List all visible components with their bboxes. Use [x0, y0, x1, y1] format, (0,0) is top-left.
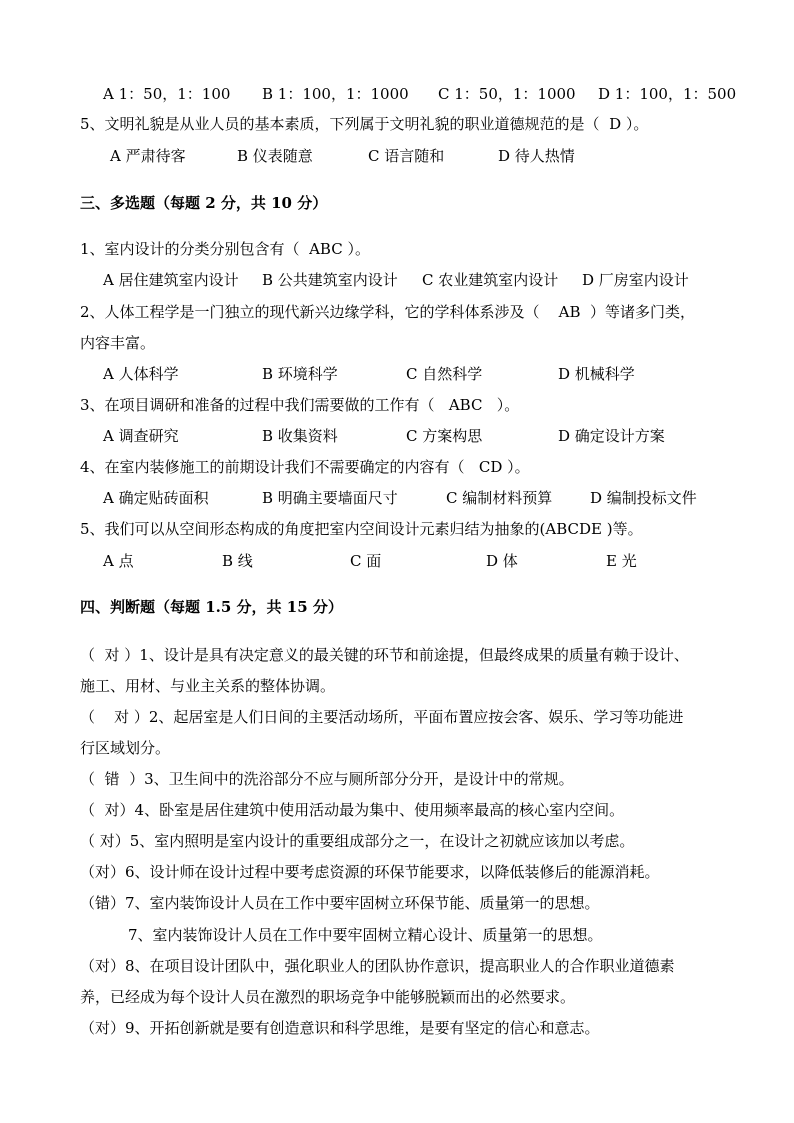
judgment-item: （ 对）5、室内照明是室内设计的重要组成部分之一，在设计之初就应该加以考虑。	[80, 832, 635, 850]
option-e: E 光	[606, 552, 637, 570]
option-b: B 1：100，1：1000	[262, 85, 409, 103]
option-d: D 体	[486, 552, 518, 570]
option-b: B 收集资料	[262, 427, 338, 445]
option-c: C 自然科学	[406, 365, 483, 383]
option-a: A 人体科学	[103, 365, 179, 383]
option-c: C 语言随和	[368, 147, 445, 165]
question-text: 2、人体工程学是一门独立的现代新兴边缘学科，它的学科体系涉及（ AB ）等诸多门类，	[80, 303, 696, 321]
option-c: C 面	[350, 552, 382, 570]
option-b: B 公共建筑室内设计	[262, 271, 398, 289]
option-c: C 1：50，1：1000	[438, 85, 576, 103]
option-b: B 线	[222, 552, 253, 570]
judgment-item: 7、室内装饰设计人员在工作中要牢固树立精心设计、质量第一的思想。	[128, 926, 603, 944]
judgment-item: （ 对）4、卧室是居住建筑中使用活动最为集中、使用频率最高的核心室内空间。	[80, 801, 625, 819]
question-text-continued: 内容丰富。	[80, 334, 156, 352]
option-d: D 确定设计方案	[558, 427, 665, 445]
section-title: 三、多选题（每题 2 分，共 10 分）	[80, 194, 328, 212]
option-c: C 农业建筑室内设计	[422, 271, 559, 289]
option-a: A 居住建筑室内设计	[103, 271, 239, 289]
option-a: A 确定贴砖面积	[103, 489, 209, 507]
judgment-item: （对）8、在项目设计团队中，强化职业人的团队协作意识，提高职业人的合作职业道德素	[80, 957, 675, 975]
judgment-item-continued: 养，已经成为每个设计人员在激烈的职场竞争中能够脱颖而出的必然要求。	[80, 988, 576, 1006]
judgment-item: （ 对 ）2、起居室是人们日间的主要活动场所，平面布置应按会客、娱乐、学习等功能进	[80, 708, 684, 726]
option-b: B 环境科学	[262, 365, 338, 383]
option-a: A 调查研究	[103, 427, 179, 445]
judgment-item: （对）9、开拓创新就是要有创造意识和科学思维，是要有坚定的信心和意志。	[80, 1019, 600, 1037]
question-text: 5、文明礼貌是从业人员的基本素质，下列属于文明礼貌的职业道德规范的是（ D ）。	[80, 115, 649, 133]
option-d: D 1：100，1：500	[598, 85, 737, 103]
option-a: A 点	[103, 552, 134, 570]
section-title: 四、判断题（每题 1.5 分，共 15 分）	[80, 598, 343, 616]
option-d: D 待人热情	[498, 147, 575, 165]
option-d: D 机械科学	[558, 365, 635, 383]
judgment-item: （ 错 ）3、卫生间中的洗浴部分不应与厕所部分分开，是设计中的常规。	[80, 770, 574, 788]
question-text: 5、我们可以从空间形态构成的角度把室内空间设计元素归结为抽象的(ABCDE )等。	[80, 520, 643, 538]
judgment-item: （对）6、设计师在设计过程中要考虑资源的环保节能要求，以降低装修后的能源消耗。	[80, 863, 660, 881]
question-text: 4、在室内装修施工的前期设计我们不需要确定的内容有（ CD ）。	[80, 458, 530, 476]
option-a: A 1：50，1：100	[103, 85, 231, 103]
option-c: C 方案构思	[406, 427, 483, 445]
judgment-item-continued: 施工、用材、与业主关系的整体协调。	[80, 677, 336, 695]
option-a: A 严肃待客	[110, 147, 186, 165]
option-b: B 明确主要墙面尺寸	[262, 489, 398, 507]
option-d: D 编制投标文件	[590, 489, 697, 507]
judgment-item-continued: 行区域划分。	[80, 739, 171, 757]
judgment-item: （ 对 ）1、设计是具有决定意义的最关键的环节和前途提，但最终成果的质量有赖于设计、	[80, 646, 689, 664]
judgment-item: （错）7、室内装饰设计人员在工作中要牢固树立环保节能、质量第一的思想。	[80, 894, 600, 912]
question-text: 1、室内设计的分类分别包含有（ ABC ）。	[80, 240, 370, 258]
question-text: 3、在项目调研和准备的过程中我们需要做的工作有（ ABC ）。	[80, 396, 520, 414]
option-c: C 编制材料预算	[446, 489, 553, 507]
option-d: D 厂房室内设计	[582, 271, 689, 289]
option-b: B 仪表随意	[237, 147, 313, 165]
